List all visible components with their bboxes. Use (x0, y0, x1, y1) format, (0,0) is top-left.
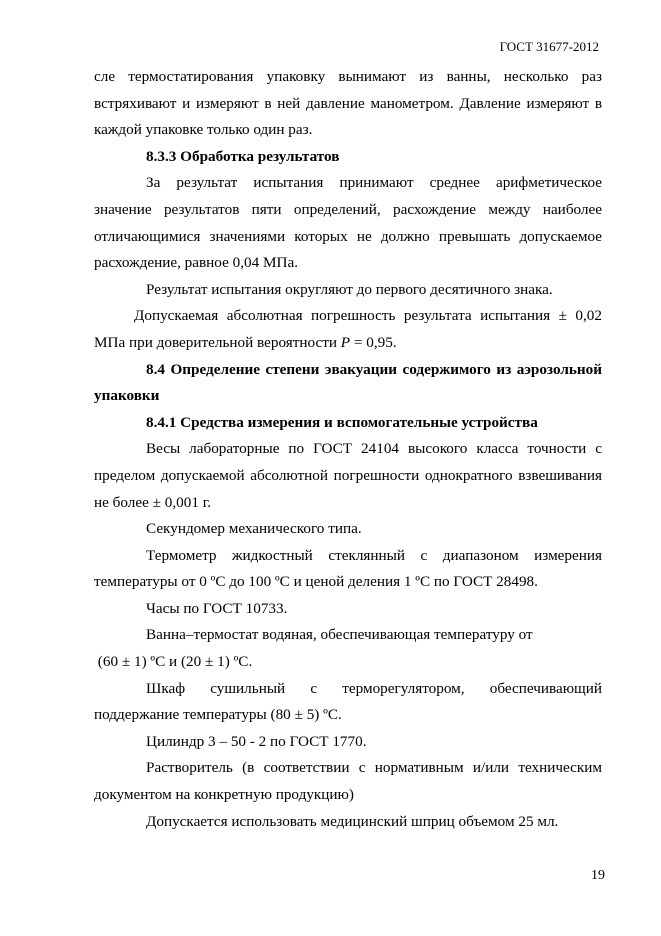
paragraph: (60 ± 1) ºС и (20 ± 1) ºС. (94, 653, 253, 671)
paragraph: Термометр жидкостный стеклянный с диапазоном измерения температуры от 0 ºС до 100 ºС и ценой деления 1 ºС по ГОСТ 28498. (94, 546, 602, 591)
section-heading: 8.4 Определение степени эвакуации содержимого из аэрозольной упаковки (94, 360, 602, 405)
paragraph: За результат испытания принимают среднее арифметическое значение результатов пяти определений, расхождение между наиболее отличающимися значениями которых не должно превышать допускаемое расхождение, равное 0,04 МПа. (94, 174, 602, 272)
probability-symbol: P (340, 333, 351, 351)
probability-value: = 0,95. (350, 333, 397, 351)
paragraph: Секундомер механического типа. (146, 520, 362, 538)
paragraph: сле термостатирования упаковку вынимают из ванны, несколько раз встряхивают и измеряют в ней давление манометром. Давление измеряют в каждой упаковке только один раз. (94, 68, 602, 139)
paragraph: Ванна–термостат водяная, обеспечивающая температуру от (146, 626, 533, 644)
paragraph: Растворитель (в соответствии с нормативным и/или техническим документом на конкретную продукцию) (94, 759, 602, 804)
paragraph-text: Допускаемая абсолютная погрешность результата испытания ± 0,02 МПа при доверительной вероятности (94, 307, 602, 351)
document-body (94, 64, 602, 835)
section-heading: 8.3.3 Обработка результатов (146, 147, 340, 165)
page-number: 19 (591, 868, 605, 883)
section-heading: 8.4.1 Средства измерения и вспомогательные устройства (146, 413, 538, 431)
paragraph: Результат испытания округляют до первого десятичного знака. (146, 280, 553, 298)
paragraph: Шкаф сушильный с терморегулятором, обеспечивающий поддержание температуры (80 ± 5) ºС. (94, 679, 602, 724)
paragraph: Часы по ГОСТ 10733. (146, 599, 288, 617)
paragraph: Весы лабораторные по ГОСТ 24104 высокого класса точности с пределом допускаемой абсолютной погрешности однократного взвешивания не более ± 0,001 г. (94, 440, 602, 511)
paragraph: Цилиндр 3 – 50 - 2 по ГОСТ 1770. (146, 732, 367, 750)
document-header: ГОСТ 31677-2012 (499, 39, 599, 54)
paragraph (94, 303, 602, 356)
paragraph: Допускается использовать медицинский шприц объемом 25 мл. (146, 812, 559, 830)
